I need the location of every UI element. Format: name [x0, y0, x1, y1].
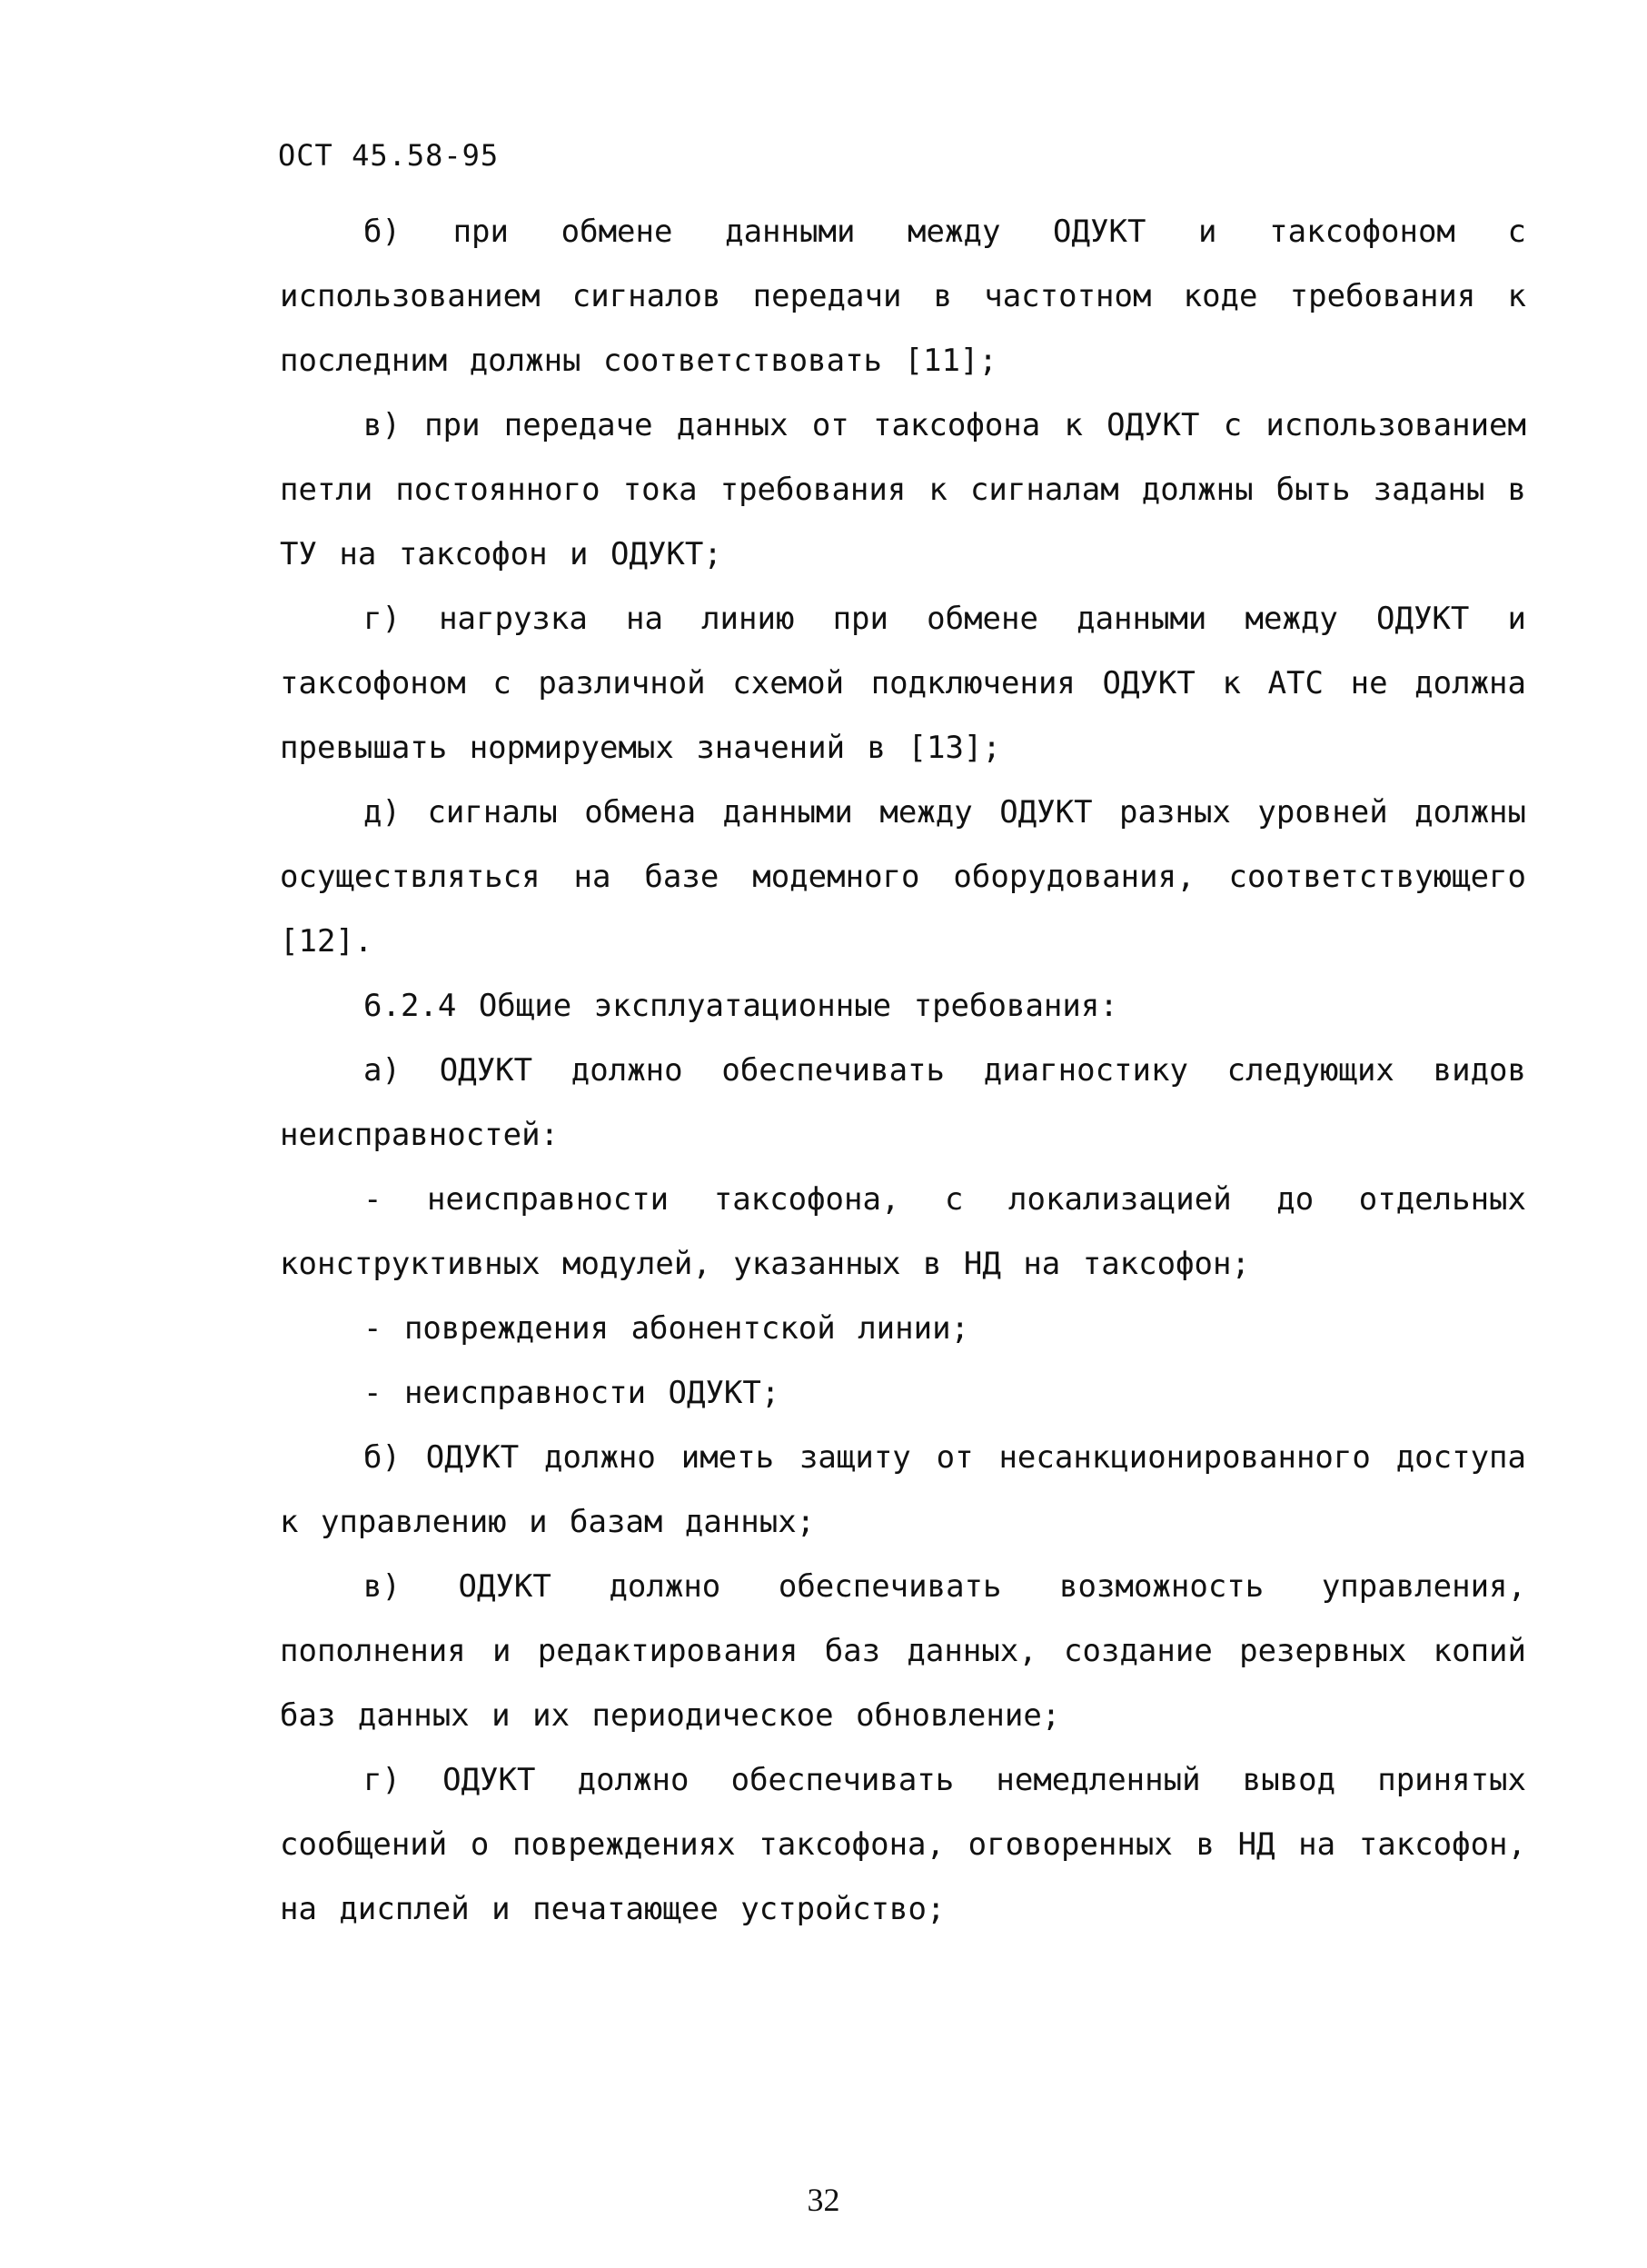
- list-item-line-damage: - повреждения абонентской линии;: [363, 1310, 970, 1347]
- document-body: [280, 200, 1526, 1942]
- paragraph-v-database-management: в) ОДУКТ должно обеспечивать возможность управления, пополнения и редактирования баз данных, создание резервных копий баз данных и их периодическое обновление;: [280, 1568, 1526, 1734]
- section-heading-6-2-4: 6.2.4 Общие эксплуатационные требования:: [363, 988, 1118, 1024]
- document-header-code: ОСТ 45.58-95: [278, 138, 500, 173]
- paragraph-d-modem-signals: д) сигналы обмена данными между ОДУКТ разных уровней должны осуществляться на базе модемного оборудования, соответствующего [12].: [280, 794, 1526, 960]
- paragraph-v-dc-loop: в) при передаче данных от таксофона к ОДУКТ с использованием петли постоянного тока требования к сигналам должны быть заданы в ТУ на таксофон и ОДУКТ;: [280, 407, 1526, 572]
- paragraph-a-diagnostics: а) ОДУКТ должно обеспечивать диагностику следующих видов неисправностей:: [280, 1052, 1526, 1153]
- paragraph-b-access-protection: б) ОДУКТ должно иметь защиту от несанкционированного доступа к управлению и базам данных;: [280, 1439, 1526, 1540]
- list-item-payphone-faults: - неисправности таксофона, с локализацией до отдельных конструктивных модулей, указанных в НД на таксофон;: [280, 1181, 1526, 1282]
- list-item-odukt-faults: - неисправности ОДУКТ;: [363, 1375, 780, 1411]
- page-number: 32: [807, 2182, 840, 2218]
- paragraph-g-fault-output: г) ОДУКТ должно обеспечивать немедленный вывод принятых сообщений о повреждениях таксофона, оговоренных в НД на таксофон, на дисплей и печатающее устройство;: [280, 1762, 1526, 1927]
- paragraph-g-line-load: г) нагрузка на линию при обмене данными между ОДУКТ и таксофоном с различной схемой подключения ОДУКТ к АТС не должна превышать нормируемых значений в [13];: [280, 601, 1526, 766]
- paragraph-b-frequency-code: б) при обмене данными между ОДУКТ и таксофоном с использованием сигналов передачи в частотном коде требования к последним должны соответствовать [11];: [280, 214, 1526, 379]
